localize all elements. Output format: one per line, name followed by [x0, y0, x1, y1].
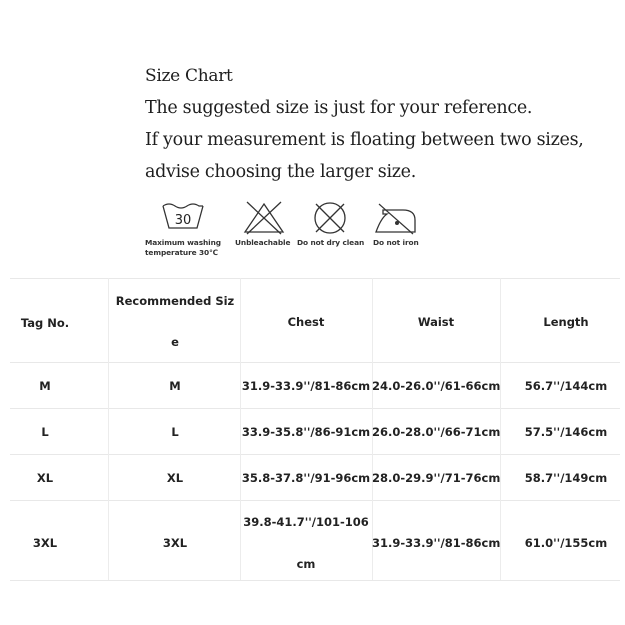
- table-divider: [108, 278, 109, 580]
- care-label-wash-line1: Maximum washing: [145, 238, 221, 247]
- table-cell-recommended: 3XL: [162, 536, 188, 550]
- table-cell-length: 57.5''/146cm: [524, 425, 608, 439]
- table-cell-chest: 31.9-33.9''/81-86cm: [241, 379, 371, 393]
- do-not-bleach-icon: [239, 200, 289, 236]
- table-cell-recommended: M: [169, 379, 181, 393]
- table-divider: [10, 362, 620, 363]
- table-cell-waist: 31.9-33.9''/81-86cm: [372, 536, 501, 550]
- table-cell-chest-wrap: cm: [296, 557, 316, 571]
- care-label-dry-clean: Do not dry clean: [297, 238, 365, 247]
- table-divider: [10, 454, 620, 455]
- table-cell-tag: 3XL: [32, 536, 58, 550]
- table-divider: [10, 580, 620, 581]
- do-not-dry-clean-icon: [308, 200, 352, 236]
- intro-line-floating: If your measurement is floating between two sizes,: [145, 130, 584, 150]
- wash-temperature-symbol: 30: [174, 213, 192, 228]
- intro-line-reference: The suggested size is just for your reference.: [145, 98, 533, 118]
- table-cell-tag: L: [41, 425, 49, 439]
- header-chest: Chest: [287, 315, 325, 329]
- table-cell-waist: 28.0-29.9''/71-76cm: [372, 471, 501, 485]
- header-length: Length: [543, 315, 589, 329]
- care-item-wash: [145, 200, 221, 258]
- table-cell-chest: 35.8-37.8''/91-96cm: [241, 471, 371, 485]
- table-cell-chest: 39.8-41.7''/101-106: [243, 515, 369, 529]
- table-cell-waist: 24.0-26.0''/61-66cm: [372, 379, 501, 393]
- header-recommended-size: Recommended Siz: [115, 294, 235, 308]
- size-chart-intro: [145, 60, 605, 188]
- table-cell-tag: M: [39, 379, 51, 393]
- table-divider: [10, 500, 620, 501]
- table-divider: [10, 278, 620, 279]
- table-cell-waist: 26.0-28.0''/66-71cm: [372, 425, 501, 439]
- table-cell-tag: XL: [36, 471, 54, 485]
- care-item-iron: [373, 200, 419, 248]
- do-not-iron-icon: [373, 200, 419, 236]
- table-cell-recommended: L: [171, 425, 179, 439]
- care-label-iron: Do not iron: [373, 238, 419, 247]
- table-cell-length: 61.0''/155cm: [524, 536, 608, 550]
- table-cell-chest: 33.9-35.8''/86-91cm: [241, 425, 371, 439]
- table-cell-recommended: XL: [166, 471, 184, 485]
- care-label-bleach: Unbleachable: [235, 238, 291, 247]
- care-item-dry-clean: [297, 200, 364, 248]
- size-chart-title: Size Chart: [145, 66, 233, 86]
- header-tag-no: Tag No.: [20, 316, 70, 330]
- wash-30-icon: [159, 200, 207, 232]
- table-divider: [10, 408, 620, 409]
- table-cell-length: 58.7''/149cm: [524, 471, 608, 485]
- intro-line-advice: advise choosing the larger size.: [145, 162, 416, 182]
- table-cell-length: 56.7''/144cm: [524, 379, 608, 393]
- care-label-wash-line2: temperature 30℃: [145, 248, 218, 257]
- header-recommended-size-wrap: e: [171, 335, 179, 349]
- care-item-bleach: [235, 200, 290, 248]
- header-waist: Waist: [417, 315, 455, 329]
